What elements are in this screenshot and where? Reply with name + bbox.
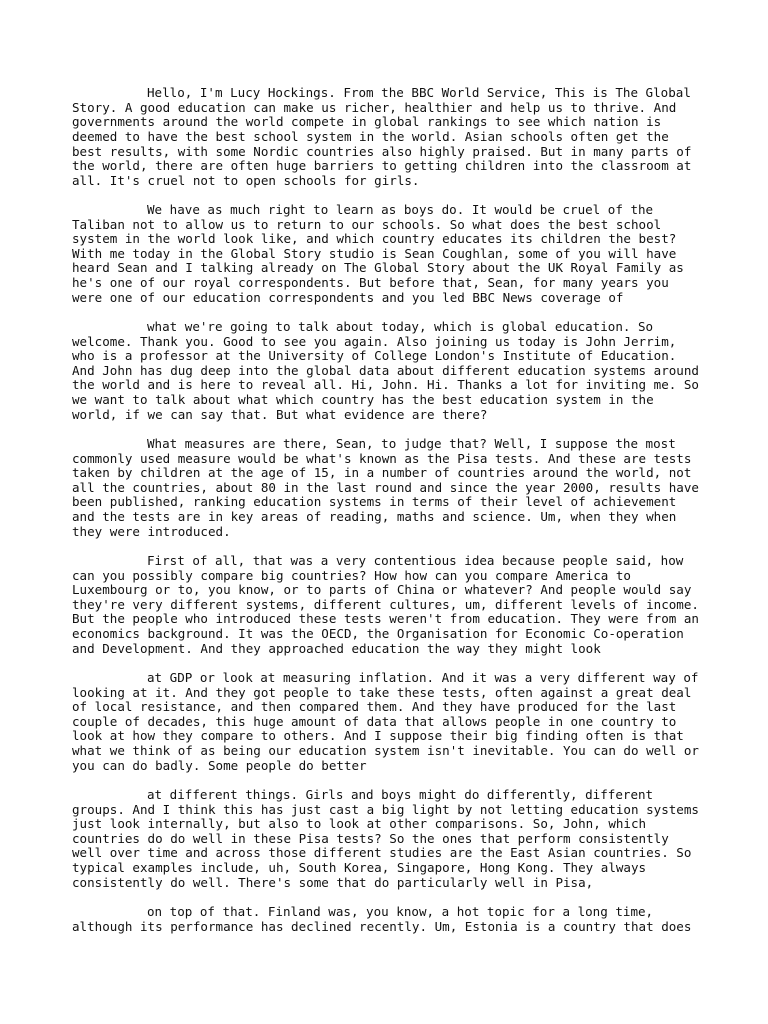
paragraph-2: We have as much right to learn as boys do. It would be cruel of the Taliban not to allow us to return to our schools. So what does the best school system in the world look like, and which country educates its children the best? With me today in the Global Story studio is Sean Coughlan, some of you will have heard Sean and I talking already on The Global Story about the UK Royal Family as he's one of our royal correspondents. But before that, Sean, for many years you were one of our education correspondents and you led BBC News coverage of xyxy=(72,201,684,305)
paragraph-5: First of all, that was a very contentious idea because people said, how can you possibly compare big countries? How how can you compare America to Luxembourg or to, you know, or to parts of China or whatever? And people would say they're very different systems, different cultures, um, different levels of income. But the people who introduced these tests weren't from education. They were from an economics background. It was the OECD, the Organisation for Economic Co-operation and Development. And they approached education the way they might look xyxy=(72,552,699,656)
paragraph-7: at different things. Girls and boys might do differently, different groups. And I think this has just cast a big light by not letting education systems just look internally, but also to look at other comparisons. So, John, which countries do do well in these Pisa tests? So the ones that perform consistently well over time and across those different studies are the East Asian countries. So typical examples include, uh, South Korea, Singapore, Hong Kong. They always consistently do well. There's some that do particularly well in Pisa, xyxy=(72,786,699,890)
paragraph-6: at GDP or look at measuring inflation. And it was a very different way of looking at it. And they got people to take these tests, often against a great deal of local resistance, and then compared them. And they have produced for the last couple of decades, this huge amount of data that allows people in one country to look at how they compare to others. And I suppose their big finding often is that what we think of as being our education system isn't inevitable. You can do well or you can do badly. Some people do better xyxy=(72,669,699,773)
paragraph-8: on top of that. Finland was, you know, a hot topic for a long time, although its performance has declined recently. Um, Estonia is a country that does xyxy=(72,903,692,934)
paragraph-3: what we're going to talk about today, which is global education. So welcome. Thank you. Good to see you again. Also joining us today is John Jerrim, who is a professor at the University of College London's Institute of Education. And John has dug deep into the global data about different education systems around the world and is here to reveal all. Hi, John. Hi. Thanks a lot for inviting me. So we want to talk about what which country has the best education system in the world, if we can say that. But what evidence are there? xyxy=(72,318,699,422)
paragraph-1: Hello, I'm Lucy Hockings. From the BBC World Service, This is The Global Story. A good education can make us richer, healthier and help us to thrive. And governments around the world compete in global rankings to see which nation is deemed to have the best school system in the world. Asian schools often get the best results, with some Nordic countries also highly praised. But in many parts of the world, there are often huge barriers to getting children into the classroom at all. It's cruel not to open schools for girls. xyxy=(72,85,692,188)
paragraph-4: What measures are there, Sean, to judge that? Well, I suppose the most commonly used measure would be what's known as the Pisa tests. And these are tests taken by children at the age of 15, in a number of countries around the world, not all the countries, about 80 in the last round and since the year 2000, results have been published, ranking education systems in terms of their level of achievement and the tests are in key areas of reading, maths and science. Um, when they when they were introduced. xyxy=(72,435,699,539)
transcript-document xyxy=(72,86,700,949)
